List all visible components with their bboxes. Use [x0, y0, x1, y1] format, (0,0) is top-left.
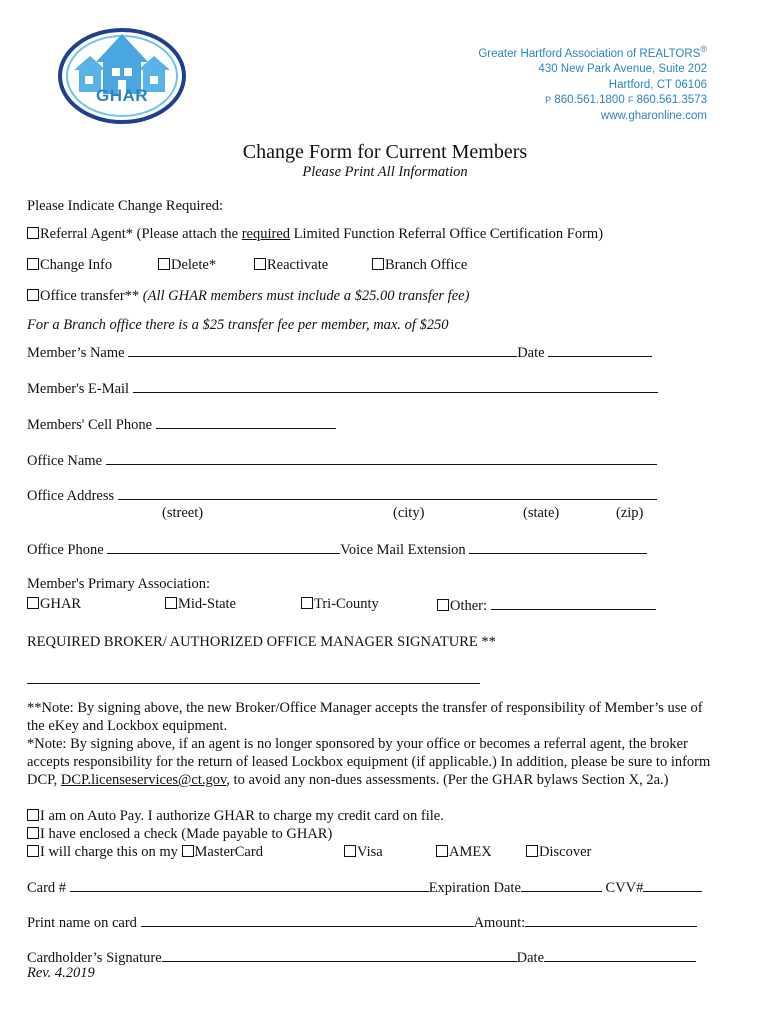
- addr-city-label: (city): [393, 505, 425, 521]
- other-checkbox[interactable]: [437, 599, 449, 611]
- broker-signature-label: REQUIRED BROKER/ AUTHORIZED OFFICE MANAGER SIGNATURE **: [27, 634, 496, 650]
- org-website[interactable]: www.gharonline.com: [600, 109, 707, 122]
- referral-agent-checkbox[interactable]: [27, 227, 39, 239]
- voice-mail-field[interactable]: [469, 539, 647, 554]
- tri-county-option: Tri-County: [301, 595, 379, 613]
- charge-checkbox[interactable]: [27, 845, 39, 857]
- org-city: Hartford, CT 06106: [608, 78, 707, 91]
- section-label: Please Indicate Change Required:: [27, 198, 224, 214]
- office-address-row: Office Address: [27, 485, 657, 505]
- form-subtitle: Please Print All Information: [302, 164, 468, 180]
- office-name-field[interactable]: [106, 450, 657, 465]
- autopay-row: I am on Auto Pay. I authorize GHAR to charge my credit card on file.: [27, 807, 444, 825]
- member-name-row: Member’s Name Date: [27, 342, 652, 362]
- amex-checkbox[interactable]: [436, 845, 448, 857]
- referral-agent-row: Referral Agent* (Please attach the required Limited Function Referral Office Certification Form): [27, 225, 603, 243]
- cardholder-date-field[interactable]: [544, 947, 696, 962]
- cvv-field[interactable]: [643, 877, 702, 892]
- ghar-checkbox[interactable]: [27, 597, 39, 609]
- discover-option: Discover: [526, 843, 591, 861]
- print-name-row: Print name on card Amount:: [27, 912, 697, 932]
- amount-field[interactable]: [525, 912, 697, 927]
- visa-option: Visa: [344, 843, 383, 861]
- change-info-option: Change Info: [27, 256, 112, 274]
- discover-checkbox[interactable]: [526, 845, 538, 857]
- broker-signature-line[interactable]: [27, 683, 480, 684]
- association-label: Member's Primary Association:: [27, 576, 211, 592]
- office-phone-field[interactable]: [107, 539, 340, 554]
- office-transfer-row: Office transfer** (All GHAR members must include a $25.00 transfer fee): [27, 287, 469, 305]
- change-info-checkbox[interactable]: [27, 258, 39, 270]
- other-option: Other:: [437, 595, 656, 615]
- cardholder-signature-row: Cardholder’s Signature Date: [27, 947, 696, 967]
- charge-row: I will charge this on my MasterCard: [27, 843, 263, 861]
- delete-checkbox[interactable]: [158, 258, 170, 270]
- office-name-row: Office Name: [27, 450, 657, 470]
- visa-checkbox[interactable]: [344, 845, 356, 857]
- cardholder-signature-field[interactable]: [162, 947, 517, 962]
- tri-county-checkbox[interactable]: [301, 597, 313, 609]
- autopay-checkbox[interactable]: [27, 809, 39, 821]
- card-number-field[interactable]: [70, 877, 429, 892]
- email-field[interactable]: [133, 378, 658, 393]
- dcp-email-link[interactable]: DCP.licenseservices@ct.gov: [60, 772, 227, 788]
- note-1: **Note: By signing above, the new Broker/Office Manager accepts the transfer of responsibility of Member’s use of the eKey and Lockbox equipment. *Note: By signing above, if an agent is no longer sponsored by your office or becomes a referral agent, the broker accepts responsibility for the return of leased Lockbox equipment (if applicable.) In addition, please be sure to inform DCP, DCP.licenseservices@ct.gov, to avoid any non-dues assessments. (Per the GHAR bylaws Section X, 2a.): [27, 700, 711, 788]
- reactivate-option: Reactivate: [254, 256, 328, 274]
- print-name-field[interactable]: [141, 912, 474, 927]
- mid-state-checkbox[interactable]: [165, 597, 177, 609]
- expiration-field[interactable]: [521, 877, 602, 892]
- revision-label: Rev. 4.2019: [27, 965, 95, 981]
- reactivate-checkbox[interactable]: [254, 258, 266, 270]
- mastercard-checkbox[interactable]: [182, 845, 194, 857]
- addr-zip-label: (zip): [616, 505, 644, 521]
- org-phone-fax: P 860.561.1800 F 860.561.3573: [545, 94, 707, 107]
- amex-option: AMEX: [436, 843, 492, 861]
- branch-office-option: Branch Office: [372, 256, 467, 274]
- delete-option: Delete*: [158, 256, 216, 274]
- org-address-block: [478, 42, 707, 124]
- office-transfer-checkbox[interactable]: [27, 289, 39, 301]
- check-checkbox[interactable]: [27, 827, 39, 839]
- office-phone-row: Office Phone Voice Mail Extension: [27, 539, 647, 559]
- cell-phone-field[interactable]: [156, 414, 336, 429]
- ghar-logo-graphic: [52, 20, 192, 128]
- ghar-option: GHAR: [27, 595, 81, 613]
- office-address-field[interactable]: [118, 485, 657, 500]
- email-row: Member's E-Mail: [27, 378, 658, 398]
- logo-text: GHAR: [95, 86, 149, 105]
- member-date-field[interactable]: [548, 342, 652, 357]
- mid-state-option: Mid-State: [165, 595, 236, 613]
- branch-fee-note: For a Branch office there is a $25 transfer fee per member, max. of $250: [27, 317, 449, 333]
- branch-office-checkbox[interactable]: [372, 258, 384, 270]
- addr-state-label: (state): [523, 505, 560, 521]
- addr-street-label: (street): [162, 505, 204, 521]
- ghar-logo: [52, 20, 192, 128]
- form-title: Change Form for Current Members: [242, 141, 528, 163]
- member-name-field[interactable]: [128, 342, 517, 357]
- other-association-field[interactable]: [491, 595, 656, 610]
- org-name: Greater Hartford Association of REALTORS®: [478, 44, 707, 60]
- org-street: 430 New Park Avenue, Suite 202: [538, 63, 707, 76]
- card-number-row: Card # Expiration Date CVV#: [27, 877, 702, 897]
- check-row: I have enclosed a check (Made payable to GHAR): [27, 825, 332, 843]
- cell-row: Members' Cell Phone: [27, 414, 336, 434]
